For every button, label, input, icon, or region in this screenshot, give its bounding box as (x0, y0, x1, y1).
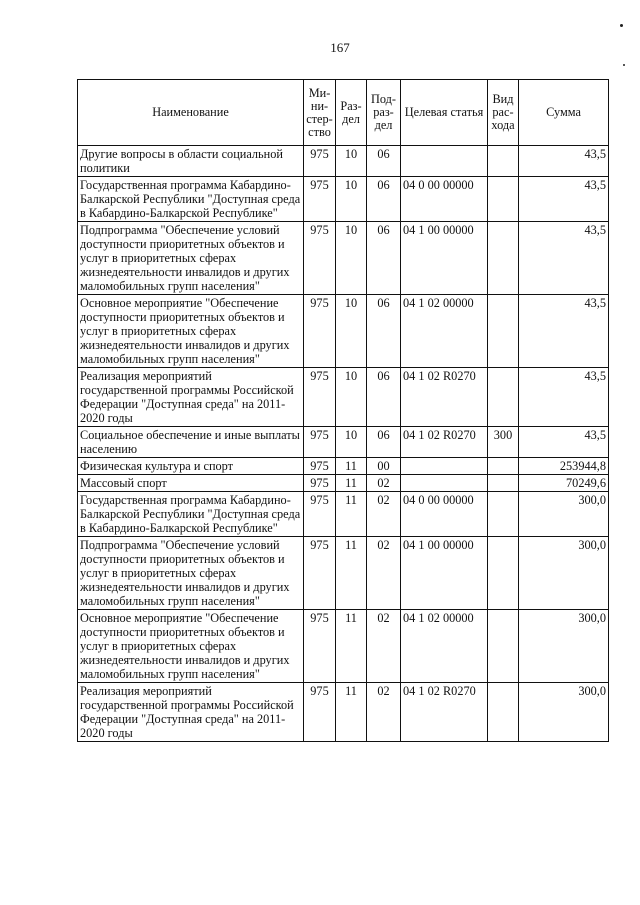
cell-name: Подпрограмма "Обеспечение условий доступности приоритетных объектов и услуг в приоритетных сферах жизнедеятельности инвалидов и других маломобильных групп населения" (78, 537, 304, 610)
cell-ministry: 975 (304, 295, 336, 368)
header-target: Целевая статья (401, 80, 488, 146)
table-row (78, 177, 609, 222)
cell-expense-type: 300 (488, 427, 519, 458)
cell-ministry: 975 (304, 537, 336, 610)
cell-name: Социальное обеспечение и иные выплаты населению (78, 427, 304, 458)
cell-target: 04 0 00 00000 (401, 492, 488, 537)
table-header-row (78, 80, 609, 146)
cell-subsection: 06 (367, 146, 401, 177)
cell-subsection: 06 (367, 427, 401, 458)
cell-ministry: 975 (304, 427, 336, 458)
table-row (78, 295, 609, 368)
cell-subsection: 06 (367, 177, 401, 222)
scan-speck-right (623, 64, 625, 66)
cell-expense-type (488, 177, 519, 222)
cell-expense-type (488, 610, 519, 683)
cell-ministry: 975 (304, 368, 336, 427)
cell-expense-type (488, 146, 519, 177)
cell-ministry: 975 (304, 222, 336, 295)
cell-subsection: 06 (367, 295, 401, 368)
cell-section: 11 (336, 610, 367, 683)
cell-ministry: 975 (304, 492, 336, 537)
budget-table (77, 79, 609, 742)
cell-name: Государственная программа Кабардино-Балкарской Республики "Доступная среда в Кабардино-Балкарской Республике" (78, 177, 304, 222)
cell-expense-type (488, 537, 519, 610)
cell-ministry: 975 (304, 475, 336, 492)
cell-sum: 300,0 (519, 683, 609, 742)
header-sum: Сумма (519, 80, 609, 146)
cell-section: 10 (336, 222, 367, 295)
cell-target: 04 1 02 R0270 (401, 427, 488, 458)
table-row (78, 222, 609, 295)
cell-sum: 300,0 (519, 492, 609, 537)
cell-sum: 43,5 (519, 427, 609, 458)
table-row (78, 146, 609, 177)
cell-name: Основное мероприятие "Обеспечение доступности приоритетных объектов и услуг в приоритетных сферах жизнедеятельности инвалидов и других маломобильных групп населения" (78, 295, 304, 368)
cell-sum: 43,5 (519, 146, 609, 177)
cell-subsection: 02 (367, 475, 401, 492)
cell-subsection: 02 (367, 492, 401, 537)
cell-sum: 43,5 (519, 368, 609, 427)
header-name: Наименование (78, 80, 304, 146)
cell-subsection: 02 (367, 610, 401, 683)
cell-target: 04 1 00 00000 (401, 537, 488, 610)
cell-ministry: 975 (304, 683, 336, 742)
table-row (78, 368, 609, 427)
cell-target (401, 146, 488, 177)
cell-ministry: 975 (304, 458, 336, 475)
header-section: Раз-дел (336, 80, 367, 146)
cell-name: Подпрограмма "Обеспечение условий доступности приоритетных объектов и услуг в приоритетных сферах жизнедеятельности инвалидов и других маломобильных групп населения" (78, 222, 304, 295)
cell-expense-type (488, 222, 519, 295)
cell-target: 04 1 00 00000 (401, 222, 488, 295)
header-ministry: Ми-ни-стер-ство (304, 80, 336, 146)
cell-ministry: 975 (304, 177, 336, 222)
cell-sum: 300,0 (519, 610, 609, 683)
page-number: 167 (330, 40, 350, 55)
header-subsection: Под-раз-дел (367, 80, 401, 146)
cell-ministry: 975 (304, 610, 336, 683)
cell-section: 11 (336, 683, 367, 742)
cell-sum: 43,5 (519, 295, 609, 368)
table-row (78, 610, 609, 683)
cell-name: Государственная программа Кабардино-Балкарской Республики "Доступная среда в Кабардино-Балкарской Республике" (78, 492, 304, 537)
cell-section: 10 (336, 295, 367, 368)
cell-sum: 70249,6 (519, 475, 609, 492)
cell-name: Другие вопросы в области социальной политики (78, 146, 304, 177)
table-row (78, 492, 609, 537)
cell-name: Реализация мероприятий государственной программы Российской Федерации "Доступная среда" на 2011-2020 годы (78, 368, 304, 427)
header-expense-type: Вид рас-хода (488, 80, 519, 146)
table-row (78, 458, 609, 475)
cell-target: 04 1 02 00000 (401, 295, 488, 368)
cell-section: 11 (336, 492, 367, 537)
table-row (78, 427, 609, 458)
cell-expense-type (488, 368, 519, 427)
cell-sum: 253944,8 (519, 458, 609, 475)
cell-name: Массовый спорт (78, 475, 304, 492)
cell-target: 04 0 00 00000 (401, 177, 488, 222)
cell-subsection: 00 (367, 458, 401, 475)
table-body (78, 146, 609, 742)
table-row (78, 683, 609, 742)
cell-name: Основное мероприятие "Обеспечение доступности приоритетных объектов и услуг в приоритетных сферах жизнедеятельности инвалидов и других маломобильных групп населения" (78, 610, 304, 683)
cell-section: 11 (336, 475, 367, 492)
cell-section: 10 (336, 427, 367, 458)
cell-expense-type (488, 458, 519, 475)
cell-subsection: 02 (367, 683, 401, 742)
cell-expense-type (488, 683, 519, 742)
cell-sum: 300,0 (519, 537, 609, 610)
cell-target (401, 475, 488, 492)
cell-section: 10 (336, 368, 367, 427)
cell-subsection: 06 (367, 222, 401, 295)
cell-expense-type (488, 295, 519, 368)
cell-sum: 43,5 (519, 222, 609, 295)
cell-section: 10 (336, 177, 367, 222)
cell-target: 04 1 02 00000 (401, 610, 488, 683)
cell-sum: 43,5 (519, 177, 609, 222)
cell-subsection: 02 (367, 537, 401, 610)
cell-name: Физическая культура и спорт (78, 458, 304, 475)
cell-subsection: 06 (367, 368, 401, 427)
cell-expense-type (488, 475, 519, 492)
cell-target: 04 1 02 R0270 (401, 683, 488, 742)
cell-section: 10 (336, 146, 367, 177)
table-row (78, 475, 609, 492)
cell-expense-type (488, 492, 519, 537)
cell-ministry: 975 (304, 146, 336, 177)
cell-name: Реализация мероприятий государственной программы Российской Федерации "Доступная среда" на 2011-2020 годы (78, 683, 304, 742)
cell-section: 11 (336, 458, 367, 475)
scan-speck-top (620, 24, 623, 27)
cell-target (401, 458, 488, 475)
table-row (78, 537, 609, 610)
cell-target: 04 1 02 R0270 (401, 368, 488, 427)
cell-section: 11 (336, 537, 367, 610)
